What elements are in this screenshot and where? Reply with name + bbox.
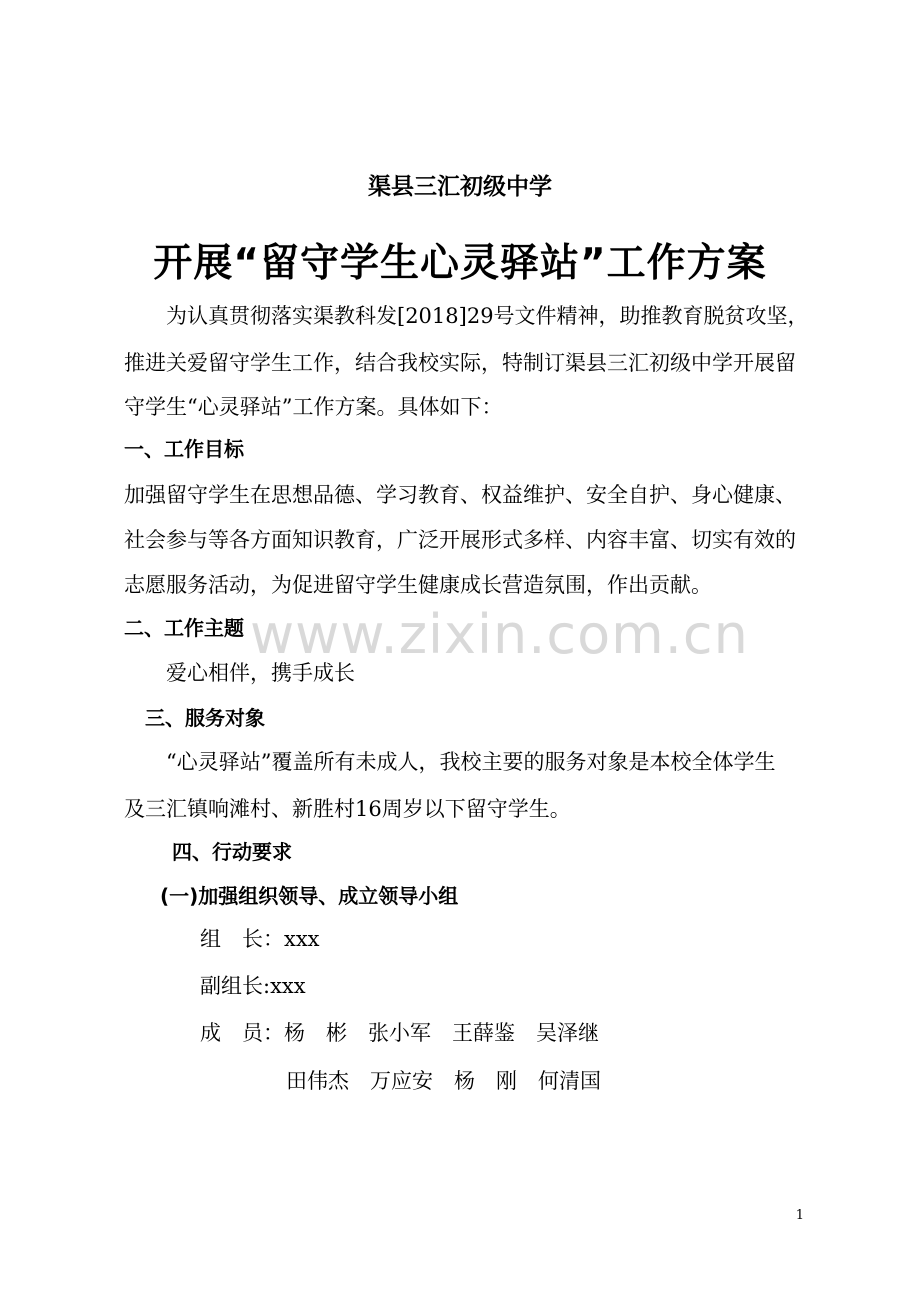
- intro-line-1: 为认真贯彻落实渠教科发[2018]29号文件精神，助推教育脱贫攻坚，: [166, 304, 809, 328]
- section-2-heading: 二、工作主题: [124, 616, 244, 640]
- document-title: 开展“留守学生心灵驿站”工作方案: [153, 241, 767, 286]
- section-3-line-1: “心灵驿站”覆盖所有未成人，我校主要的服务对象是本校全体学生: [166, 750, 776, 774]
- section-1-line-3: 志愿服务活动，为促进留守学生健康成长营造氛围，作出贡献。: [124, 573, 712, 597]
- leader-line: 组 长：xxx: [200, 927, 320, 951]
- members-line-1: 成 员：杨 彬 张小军 王薛鉴 吴泽继: [200, 1021, 599, 1045]
- deputy-line: 副组长:xxx: [200, 974, 306, 998]
- intro-line-3: 守学生“心灵驿站”工作方案。具体如下：: [124, 395, 503, 419]
- intro-line-2: 推进关爱留守学生工作，结合我校实际，特制订渠县三汇初级中学开展留: [124, 351, 796, 375]
- section-1-line-1: 加强留守学生在思想品德、学习教育、权益维护、安全自护、身心健康、: [124, 483, 796, 507]
- school-name: 渠县三汇初级中学: [368, 174, 552, 200]
- page-number: 1: [795, 1208, 804, 1223]
- section-4-heading: 四、行动要求: [172, 840, 292, 864]
- section-3-heading: 三、服务对象: [145, 706, 265, 730]
- subsection-1-heading: (一)加强组织领导、成立领导小组: [160, 884, 459, 908]
- section-2-line-1: 爱心相伴，携手成长: [166, 661, 355, 685]
- section-3-line-2: 及三汇镇响滩村、新胜村16周岁以下留守学生。: [124, 797, 571, 821]
- section-1-heading: 一、工作目标: [124, 437, 244, 461]
- section-1-line-2: 社会参与等各方面知识教育，广泛开展形式多样、内容丰富、切实有效的: [124, 528, 796, 552]
- members-line-2: 田伟杰 万应安 杨 刚 何清国: [286, 1069, 601, 1093]
- watermark: www.zixin.com.cn: [250, 603, 749, 666]
